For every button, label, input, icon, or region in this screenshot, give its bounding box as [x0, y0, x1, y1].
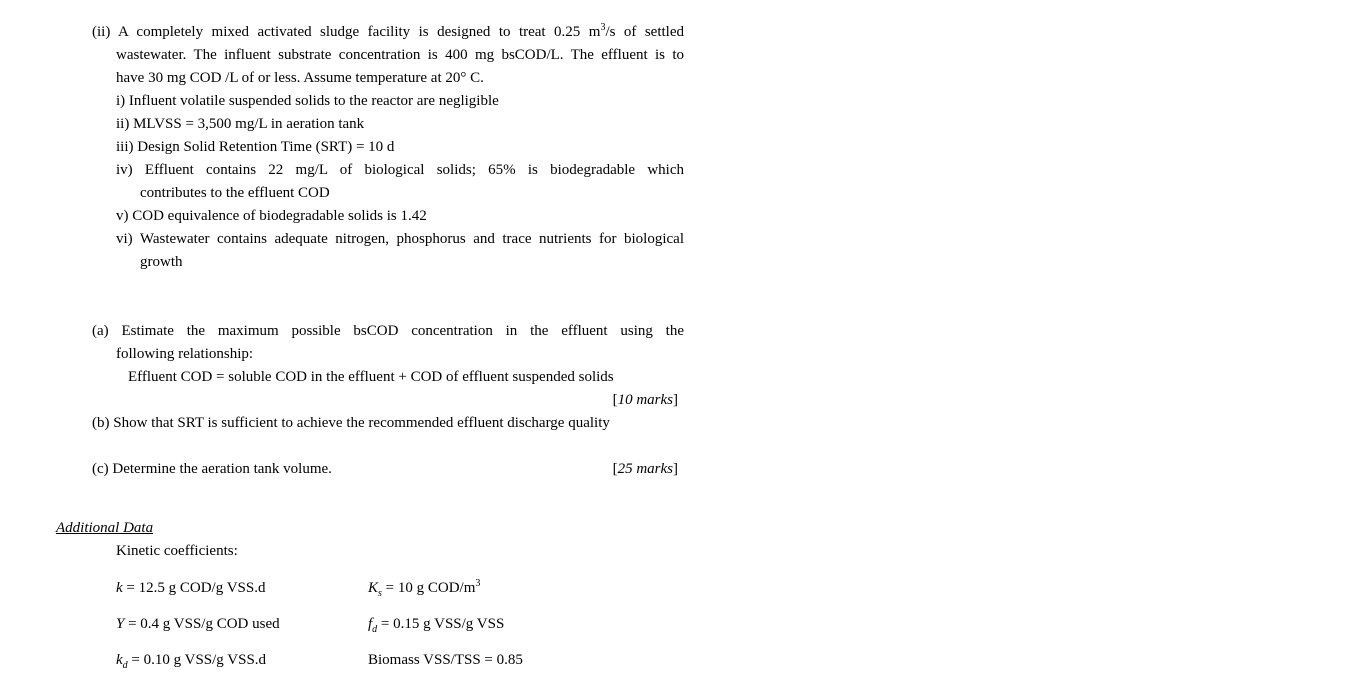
condition-6-continued: growth	[140, 254, 183, 270]
condition-1: i) Influent volatile suspended solids to the reactor are negligible	[116, 93, 499, 109]
part-a-line-1: (a) Estimate the maximum possible bsCOD concentration in the effluent using the	[92, 323, 684, 339]
condition-6: vi) Wastewater contains adequate nitrogen, phosphorus and trace nutrients for biological	[116, 231, 684, 247]
kinetic-coefficients-label: Kinetic coefficients:	[116, 543, 238, 559]
condition-2: ii) MLVSS = 3,500 mg/L in aeration tank	[116, 116, 365, 132]
condition-4: iv) Effluent contains 22 mg/L of biological solids; 65% is biodegradable which	[116, 162, 684, 178]
intro-line-3: have 30 mg COD /L of or less. Assume temperature at 20° C.	[116, 70, 484, 86]
coefficient-kd: $k_d = 0.10$ g VSS/g VSS.d	[116, 652, 267, 671]
intro-line-1: (ii) A completely mixed activated sludge facility is designed to treat 0.25 $m^3/s$ of settled	[92, 22, 684, 40]
part-a-line-2: following relationship:	[116, 346, 254, 362]
condition-4-continued: contributes to the effluent COD	[140, 185, 330, 201]
part-b: (b) Show that SRT is sufficient to achieve the recommended effluent discharge quality	[92, 415, 610, 431]
part-c: (c) Determine the aeration tank volume.	[92, 461, 332, 477]
part-c-marks: [25 marks]	[612, 461, 678, 477]
additional-data-heading: Additional Data	[56, 520, 154, 536]
part-a-formula: Effluent COD = soluble COD in the effluent + COD of effluent suspended solids	[128, 369, 614, 385]
question-number: (ii)	[92, 24, 111, 40]
condition-5: v) COD equivalence of biodegradable solids is 1.42	[116, 208, 427, 224]
coefficient-k: k = 12.5 g COD/g VSS.d	[116, 580, 266, 596]
coefficient-y: Y = 0.4 g VSS/g COD used	[116, 616, 280, 632]
coefficient-biomass-ratio: Biomass VSS/TSS = 0.85	[368, 652, 523, 668]
condition-3: iii) Design Solid Retention Time (SRT) = 10 d	[116, 139, 395, 155]
intro-line-2: wastewater. The influent substrate concentration is 400 mg bsCOD/L. The effluent is to	[116, 47, 684, 63]
part-a-marks: [10 marks]	[612, 392, 678, 408]
coefficient-fd: $f_d = 0.15$ g VSS/g VSS	[368, 616, 505, 635]
coefficient-ks: $K_s = 10$ g COD/$m^3$	[368, 578, 481, 599]
